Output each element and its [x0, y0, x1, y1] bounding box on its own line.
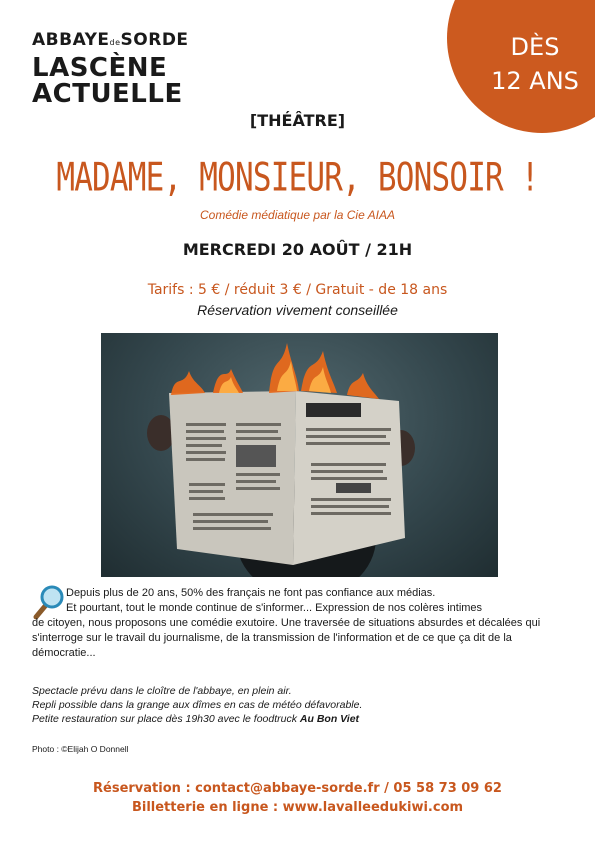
pricing: Tarifs : 5 € / réduit 3 € / Gratuit - de 18 ans	[147, 282, 448, 298]
reservation-advice: Réservation vivement conseillée	[197, 302, 398, 318]
show-datetime: MERCREDI 20 AOÛT / 21H	[182, 240, 413, 259]
notes-line-2: Repli possible dans la grange aux dîmes en cas de météo défavorable.	[32, 699, 363, 711]
logo-line-2: LASCÈNE	[32, 53, 168, 83]
photo-credit: Photo : ©Elijah O Donnell	[32, 744, 129, 754]
practical-notes	[32, 684, 567, 726]
description-rest: de citoyen, nous proposons une comédie exutoire. Une traversée de situations absurdes et décalées qui s'interroge sur le travail du journalisme, de la transmission de l'information et de ce que ça dit de la démocratie...	[32, 617, 541, 659]
foodtruck-name: Au Bon Viet	[299, 713, 360, 725]
reservation-contact[interactable]: Réservation : contact@abbaye-sorde.fr / 05 58 73 09 62	[93, 781, 502, 796]
contact-block	[0, 779, 595, 817]
show-title: MADAME, MONSIEUR, BONSOIR !	[56, 155, 539, 201]
description	[32, 586, 567, 661]
description-line-1: Depuis plus de 20 ans, 50% des français ne font pas confiance aux médias.	[66, 587, 436, 599]
show-subtitle: Comédie médiatique par la Cie AIAA	[200, 208, 395, 222]
logo-line-3: ACTUELLE	[32, 79, 183, 109]
ticketing-link[interactable]: Billetterie en ligne : www.lavalleedukiwi.com	[131, 800, 464, 815]
description-line-2: Et pourtant, tout le monde continue de s'informer... Expression de nos colères intimes	[66, 602, 483, 614]
burning-newspaper-photo	[101, 333, 498, 577]
genre-label: [THÉÂTRE]	[249, 111, 346, 130]
notes-line-1: Spectacle prévu dans le cloître de l'abbaye, en plein air.	[32, 685, 292, 697]
notes-line-3: Petite restauration sur place dès 19h30 avec le foodtruck Au Bon Viet	[32, 713, 360, 725]
venue-logo	[32, 30, 189, 109]
age-badge-text: DÈS 12 ANS	[491, 33, 579, 95]
logo-line-1: ABBAYEdeSORDE	[32, 30, 189, 50]
